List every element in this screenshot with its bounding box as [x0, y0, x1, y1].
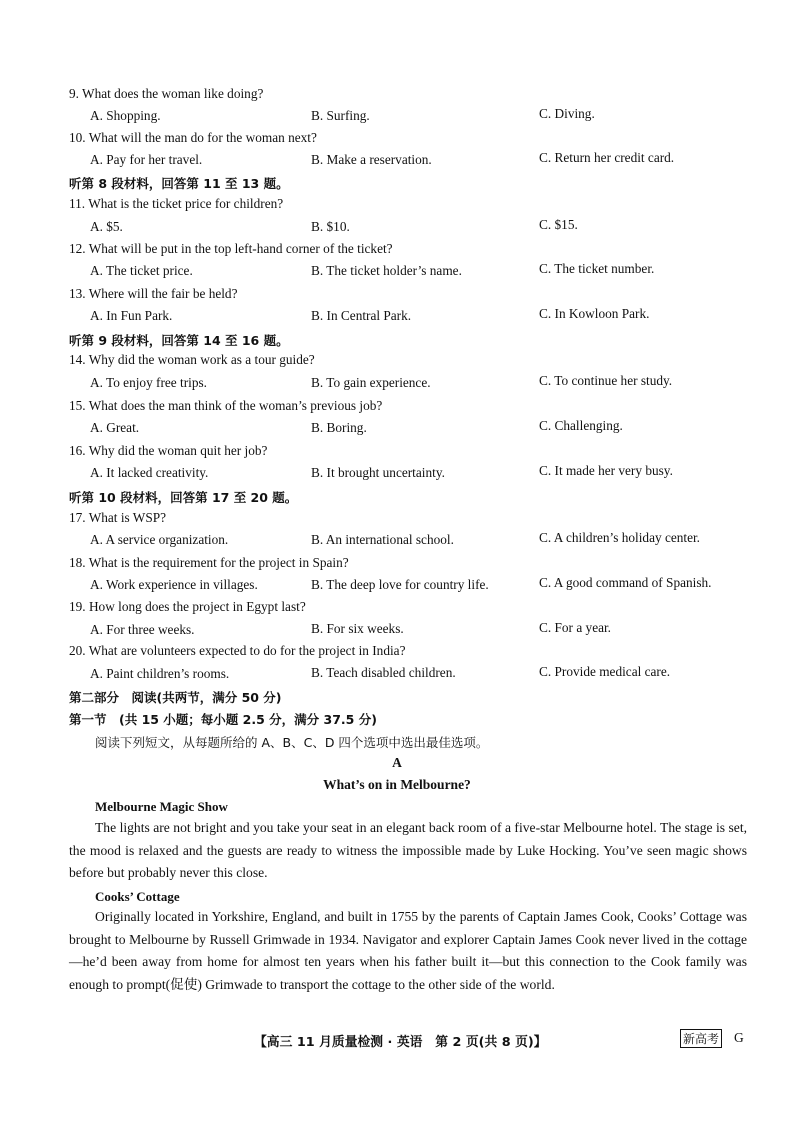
instruction-part10: 听第 10 段材料，回答第 17 至 20 题。	[69, 490, 298, 505]
exam-type-badge: 新高考	[680, 1029, 722, 1048]
q9-option-a: A. Shopping.	[90, 108, 161, 123]
q11-option-c: C. $15.	[539, 217, 578, 232]
q19-option-c: C. For a year.	[539, 620, 612, 635]
q10-option-a: A. Pay for her travel.	[90, 152, 203, 167]
q11-option-b: B. $10.	[311, 219, 350, 234]
section-2-part-1-heading: 第一节 (共 15 小题；每小题 2.5 分，满分 37.5 分)	[69, 712, 377, 727]
q12-option-a: A. The ticket price.	[90, 263, 193, 278]
q10-option-b: B. Make a reservation.	[311, 152, 432, 167]
heading-magic-show: Melbourne Magic Show	[95, 799, 228, 814]
q15-option-b: B. Boring.	[311, 420, 367, 435]
q17-option-b: B. An international school.	[311, 532, 454, 547]
q14-option-a: A. To enjoy free trips.	[90, 375, 207, 390]
q16-option-b: B. It brought uncertainty.	[311, 465, 445, 480]
instruction-part9: 听第 9 段材料，回答第 14 至 16 题。	[69, 333, 289, 348]
q13-option-a: A. In Fun Park.	[90, 308, 173, 323]
q13-option-b: B. In Central Park.	[311, 308, 412, 323]
question-10: 10. What will the man do for the woman next?	[69, 130, 317, 145]
q12-option-b: B. The ticket holder’s name.	[311, 263, 462, 278]
paragraph-cooks-cottage: Originally located in Yorkshire, England, and built in 1755 by the parents of Captain James Cook, Cooks’ Cottage was brought to Melbourne by Russell Grimwade in 1934. Navigator and explorer Captain James Cook never lived in the cottage—he’d been away from home for almost ten years when his father built it—but this connection to the Cook family was enough to prompt(促使) Grimwade to transport the cottage to the other side of the world.	[69, 909, 747, 992]
question-19: 19. How long does the project in Egypt last?	[69, 599, 306, 614]
question-9: 9. What does the woman like doing?	[69, 86, 264, 101]
q18-option-c: C. A good command of Spanish.	[539, 575, 712, 590]
q19-option-a: A. For three weeks.	[90, 622, 195, 637]
passage-letter: A	[392, 755, 402, 770]
paragraph-magic-show: The lights are not bright and you take your seat in an elegant back room of a five-star Melbourne hotel. The stage is set, the mood is relaxed and the guests are ready to witness the impossible made by Luke Hocking. You’ve seen magic shows before but probably never this close.	[69, 820, 747, 880]
page-footer: 【高三 11 月质量检测 · 英语 第 2 页(共 8 页)】	[254, 1035, 547, 1050]
q14-option-b: B. To gain experience.	[311, 375, 431, 390]
q17-option-c: C. A children’s holiday center.	[539, 530, 701, 545]
q20-option-c: C. Provide medical care.	[539, 664, 671, 679]
q9-option-b: B. Surfing.	[311, 108, 370, 123]
q17-option-a: A. A service organization.	[90, 532, 229, 547]
question-18: 18. What is the requirement for the project in Spain?	[69, 555, 349, 570]
q11-option-a: A. $5.	[90, 219, 123, 234]
q15-option-a: A. Great.	[90, 420, 140, 435]
q18-option-b: B. The deep love for country life.	[311, 577, 489, 592]
q18-option-a: A. Work experience in villages.	[90, 577, 258, 592]
heading-cooks-cottage: Cooks’ Cottage	[95, 889, 180, 904]
question-15: 15. What does the man think of the woman’s previous job?	[69, 398, 383, 413]
reading-instruction: 阅读下列短文，从每题所给的 A、B、C、D 四个选项中选出最佳选项。	[95, 735, 489, 750]
q19-option-b: B. For six weeks.	[311, 621, 404, 636]
q9-option-c: C. Diving.	[539, 106, 595, 121]
instruction-part8: 听第 8 段材料，回答第 11 至 13 题。	[69, 176, 289, 191]
question-13: 13. Where will the fair be held?	[69, 286, 238, 301]
version-letter: G	[734, 1030, 744, 1045]
q14-option-c: C. To continue her study.	[539, 373, 673, 388]
question-17: 17. What is WSP?	[69, 510, 167, 525]
q16-option-a: A. It lacked creativity.	[90, 465, 209, 480]
q20-option-b: B. Teach disabled children.	[311, 665, 456, 680]
question-14: 14. Why did the woman work as a tour guide?	[69, 352, 315, 367]
question-12: 12. What will be put in the top left-hand corner of the ticket?	[69, 241, 393, 256]
q16-option-c: C. It made her very busy.	[539, 463, 673, 478]
q15-option-c: C. Challenging.	[539, 418, 623, 433]
q20-option-a: A. Paint children’s rooms.	[90, 666, 230, 681]
question-16: 16. Why did the woman quit her job?	[69, 443, 268, 458]
q12-option-c: C. The ticket number.	[539, 261, 655, 276]
section-2-heading: 第二部分 阅读(共两节，满分 50 分)	[69, 690, 282, 705]
q13-option-c: C. In Kowloon Park.	[539, 306, 650, 321]
q10-option-c: C. Return her credit card.	[539, 150, 675, 165]
question-20: 20. What are volunteers expected to do for the project in India?	[69, 643, 406, 658]
question-11: 11. What is the ticket price for children?	[69, 196, 284, 211]
passage-title: What’s on in Melbourne?	[323, 777, 471, 792]
